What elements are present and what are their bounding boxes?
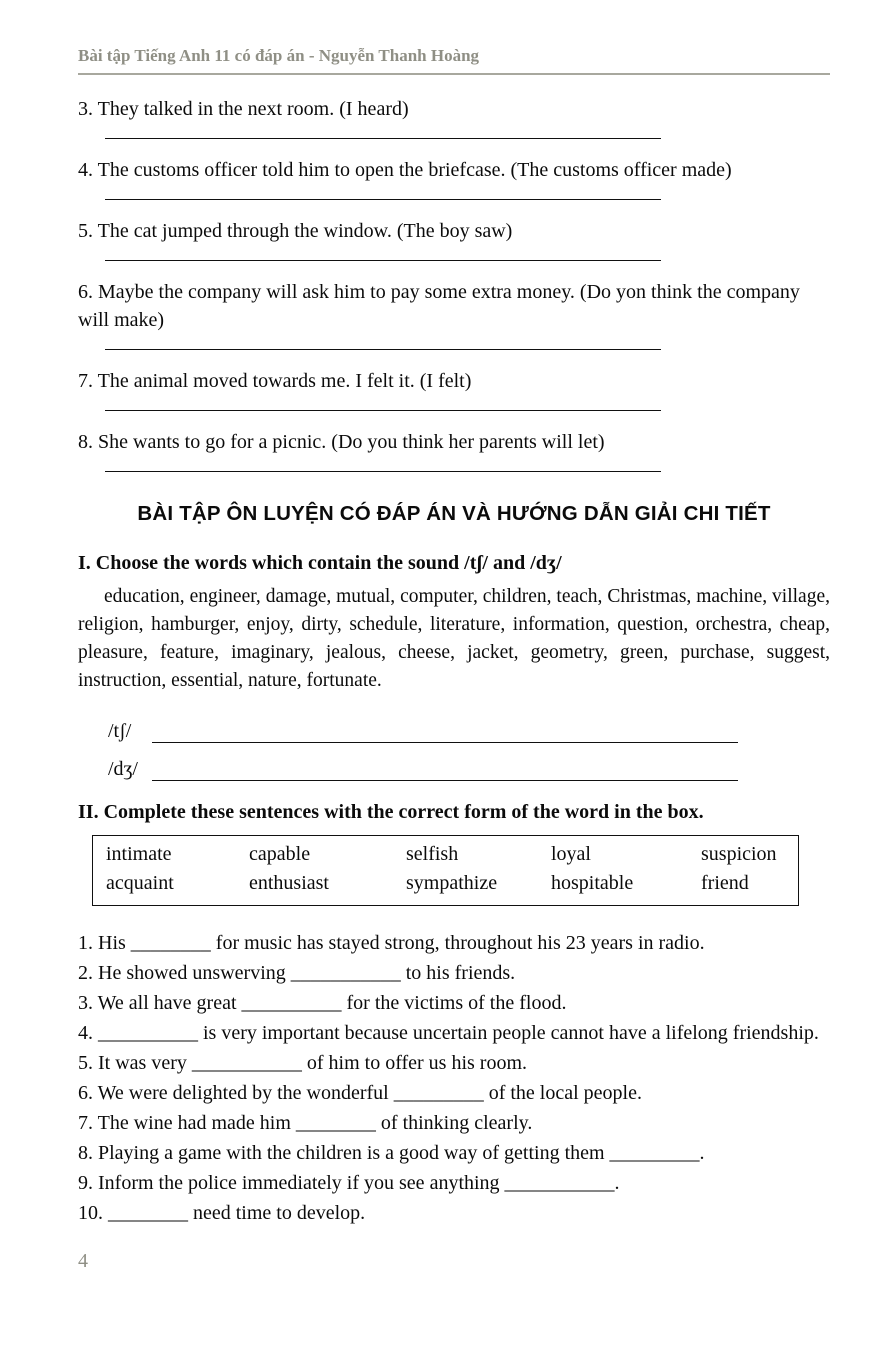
section-heading: BÀI TẬP ÔN LUYỆN CÓ ĐÁP ÁN VÀ HƯỚNG DẪN GIẢI CHI TIẾT (137, 502, 771, 525)
fill-in-sentence-10: 10. ________ need time to develop. (78, 1202, 366, 1224)
answer-blank-line (105, 199, 661, 200)
exercise-item-3 (78, 95, 830, 139)
part1-heading: I. Choose the words which contain the sound /tʃ/ and /dʒ/ (78, 552, 562, 574)
dzh-label: /dʒ/ (108, 758, 138, 780)
exercise-item-5 (78, 217, 830, 261)
word-box-row-1 (106, 840, 798, 869)
sound-line-tsh (108, 713, 830, 743)
exercise-item-text: 3. They talked in the next room. (I heard) (78, 98, 409, 120)
fill-in-sentence-9: 9. Inform the police immediately if you see anything ___________. (78, 1172, 620, 1194)
fill-in-sentence-list (78, 928, 830, 1228)
part2-heading: II. Complete these sentences with the correct form of the word in the box. (78, 801, 704, 823)
exercise-item-text: 8. She wants to go for a picnic. (Do you think her parents will let) (78, 431, 605, 453)
word-box-word: friend (701, 872, 749, 894)
word-box (92, 835, 799, 906)
word-box-word: acquaint (106, 872, 174, 894)
part1-word-list: education, engineer, damage, mutual, computer, children, teach, Christmas, machine, village, religion, hamburger, enjoy, dirty, schedule, literature, information, question, orchestra, cheap, pleasure, feature, imaginary, jealous, cheese, jacket, geometry, green, purchase, suggest, instruction, essential, nature, fortunate. (78, 586, 830, 691)
word-box-word: capable (249, 843, 311, 865)
answer-blank-line (105, 410, 661, 411)
exercise-item-text: 6. Maybe the company will ask him to pay some extra money. (Do yon think the company will make) (78, 281, 800, 331)
exercise-item-8 (78, 428, 830, 472)
exercise-item-text: 4. The customs officer told him to open the briefcase. (The customs officer made) (78, 159, 732, 181)
answer-blank-line (105, 138, 661, 139)
fill-in-sentence-1: 1. His ________ for music has stayed strong, throughout his 23 years in radio. (78, 932, 705, 954)
sound-line-dzh (108, 751, 830, 781)
word-box-word: hospitable (551, 872, 634, 894)
fill-in-sentence-6: 6. We were delighted by the wonderful _________ of the local people. (78, 1082, 642, 1104)
fill-in-sentence-3: 3. We all have great __________ for the victims of the flood. (78, 992, 567, 1014)
fill-in-sentence-4: 4. __________ is very important because uncertain people cannot have a lifelong friendship. (78, 1022, 819, 1044)
dzh-answer-line (152, 754, 738, 781)
exercise-item-7 (78, 367, 830, 411)
part1-sound-exercise (78, 550, 830, 781)
word-box-word: selfish (406, 843, 459, 865)
exercise-item-text: 7. The animal moved towards me. I felt it. (I felt) (78, 370, 472, 392)
fill-in-sentence-5: 5. It was very ___________ of him to offer us his room. (78, 1052, 528, 1074)
rewrite-exercise-list (78, 95, 830, 472)
fill-in-sentence-7: 7. The wine had made him ________ of thinking clearly. (78, 1112, 533, 1134)
answer-blank-line (105, 260, 661, 261)
answer-blank-line (105, 349, 661, 350)
exercise-item-text: 5. The cat jumped through the window. (The boy saw) (78, 220, 513, 242)
fill-in-sentence-2: 2. He showed unswerving ___________ to his friends. (78, 962, 516, 984)
page-number: 4 (78, 1250, 88, 1272)
exercise-item-6 (78, 278, 830, 350)
exercise-item-4 (78, 156, 830, 200)
word-box-row-2 (106, 869, 798, 898)
answer-blank-line (105, 471, 661, 472)
word-box-word: suspicion (701, 843, 777, 865)
fill-in-sentence-8: 8. Playing a game with the children is a good way of getting them _________. (78, 1142, 705, 1164)
part2-word-form-exercise (78, 799, 830, 1228)
word-box-word: loyal (551, 843, 591, 865)
word-box-word: enthusiast (249, 872, 329, 894)
tsh-label: /tʃ/ (108, 720, 132, 742)
word-box-word: sympathize (406, 872, 498, 894)
page-header-title: Bài tập Tiếng Anh 11 có đáp án - Nguyễn Thanh Hoàng (78, 46, 830, 75)
tsh-answer-line (152, 716, 738, 743)
word-box-word: intimate (106, 843, 172, 865)
